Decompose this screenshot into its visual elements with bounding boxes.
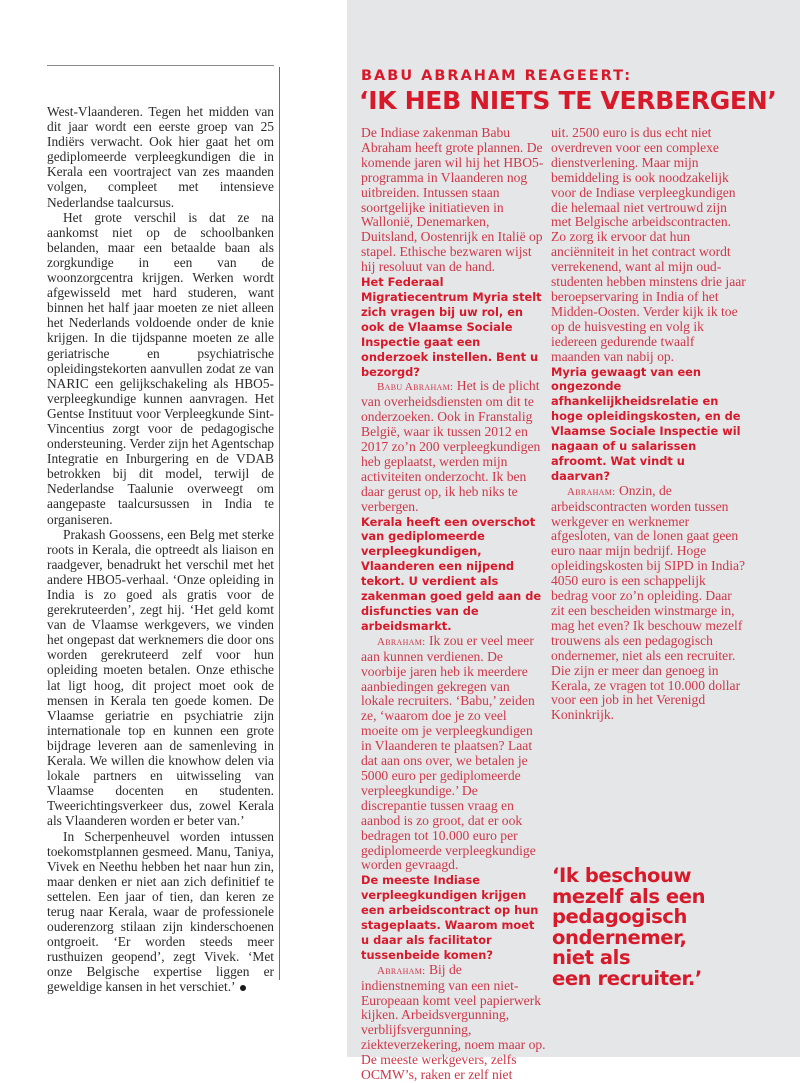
answer-text: Ik zou er veel meer aan kunnen verdienen. De voorbije jaren heb ik meerdere aanbiedingen gekregen van lokale recruiters. ‘Babu,’ zeiden ze, ‘waarom doe je zo veel moeite om je verpleegkundigen in Vlaanderen te plaatsen? Laat dat aan ons over, we betalen je 5000 euro per gediplomeerde verpleegkundige.’ De discrepantie tussen vraag en aanbod is zo groot, dat er ook bedragen tot 10.000 euro per gediplomeerde verpleegkundige worden gevraagd.: [361, 632, 536, 873]
pull-quote-line: ‘Ik beschouw: [552, 864, 692, 887]
pull-quote-line: niet als: [552, 946, 631, 969]
interview-intro: De Indiase zakenman Babu Abraham heeft grote plannen. De komende jaren wil hij het HBO5-programma in Vlaanderen nog uitbreiden. Intussen staan soortgelijke initiatieven in Wallonië, Denemarken, Duitsland, Oostenrijk en Italië op stapel. Ethische bezwaren wijst hij resoluut van de hand.: [361, 125, 544, 275]
article-paragraph: Prakash Goossens, een Belg met sterke roots in Kerala, die optreedt als liaison en raadgever, benadrukt het verschil met het andere HBO5-verhaal. ‘Onze opleiding in India is zo goed als gratis voor de gerekruteerden’, zegt hij. ‘Het geld komt van de Vlaamse werkgevers, we vinden het ongepast dat werknemers die door ons worden gerekruteerd zelf voor hun opleiding moeten betalen. Onze ethische lat ligt hoog, dit project moet ook de mensen in Kerala ten goede komen. De Vlaamse geriatrie en psychiatrie zijn internationale top en kunnen een grote bijdrage leveren aan de samenleving in Kerala. We willen die knowhow delen via lokale partners en uitwisseling van Vlaamse docenten en studenten. Tweerichtingsverkeer dus, zowel Kerala als Vlaanderen worden er beter van.’: [47, 526, 274, 829]
answer-text: Bij de indienstneming van een niet-Europeaan komt veel papierwerk kijken. Arbeidsvergunning, verblijfsvergunning, ziekteverzekering, noem maar op. De meeste werkgevers, zelfs OCMW’s, raken er zelf niet: [361, 961, 546, 1083]
answer-text: Onzin, de arbeidscontracten worden tussen werkgever en werknemer afgesloten, van de lonen gaat geen euro naar mijn bedrijf. Hoge opleidingskosten bij SIPD in India? 4050 euro is een schappelijk bedrag voor zo’n opleiding. Daar zit een bescheiden winstmarge in, mag het even? Ik beschouw mezelf trouwens als een pedagogisch ondernemer, niet als een recruiter. Die zijn er meer dan genoeg in Kerala, ze vragen tot 10.000 dollar voor een job in het Verenigd Koninkrijk.: [551, 482, 746, 723]
interview-question: Kerala heeft een overschot van gediplomeerde verpleegkundigen, Vlaanderen een nijpend tekort. U verdient als zakenman goed geld aan de disfuncties van de arbeidsmarkt.: [361, 514, 542, 633]
end-of-article-bullet-icon: [240, 985, 246, 991]
interview-answer: [361, 379, 546, 514]
speaker-label: Abraham:: [567, 485, 616, 498]
column-divider-rule: [279, 67, 280, 980]
interview-headline: ‘IK HEB NIETS TE VERBERGEN’: [359, 86, 777, 115]
article-paragraph-text: In Scherpenheuvel worden intussen toekomstplannen gesmeed. Manu, Taniya, Vivek en Neethu hebben het naar hun zin, maar denken er niet aan zich definitief te settelen. Een jaar of tien, dan keren ze terug naar Kerala, waar de professionele ouderenzorg stilaan zijn kinderschoenen ontgroeit. ‘Er worden steeds meer rusthuizen geopend’, zegt Vivek. ‘Met onze Belgische expertise liggen er geweldige kansen in het verschiet.’: [47, 828, 274, 995]
interview-answer: [551, 484, 746, 724]
pull-quote-line: een recruiter.’: [552, 966, 702, 990]
pull-quote-line: ondernemer,: [552, 925, 687, 949]
top-divider-rule: [47, 65, 274, 66]
interview-kicker: BABU ABRAHAM REAGEERT:: [361, 68, 633, 84]
interview-answer: [361, 963, 546, 1083]
interview-column-2: [551, 126, 746, 723]
interview-question: Myria gewaagt van een ongezonde afhankelijkheidsrelatie en hoge opleidingskosten, en de Vlaamse Sociale Inspectie wil nagaan of u salarissen afroomt. Wat vindt u daarvan?: [551, 364, 741, 483]
main-article-column: [47, 104, 274, 995]
interview-answer-continued: uit. 2500 euro is dus echt niet overdreven voor een complexe dienstverlening. Maar mijn bemiddeling is ook noodzakelijk voor de Indiase verpleegkundigen die helemaal niet vertrouwd zijn met Belgische arbeidscontracten. Zo zorg ik ervoor dat hun anciënniteit in het contract wordt verrekenend, want al mijn oud-studenten hebben minstens drie jaar beroepservaring in India of het Midden-Oosten. Verder kijk ik toe op de huisvesting en volg ik iedereen gedurende twaalf maanden van nabij op.: [551, 125, 746, 364]
article-paragraph: Het grote verschil is dat ze na aankomst niet op de schoolbanken belanden, maar een betaalde baan als zorgkundige in een van de woonzorgcentra krijgen. Werken wordt afgewisseld met hard studeren, want binnen het half jaar moeten ze niet alleen het Nederlands voldoende onder de knie krijgen. In die tijdspanne moeten ze alle geriatrische en psychiatrische opleidingstekorten aanvullen zodat ze van NARIC een gelijkschakeling als HBO5-verpleegkundige kunnen aanvragen. Het Gentse Instituut voor Verpleegkunde Sint-Vincentius zorgt voor de pedagogische ondersteuning. Verder zijn het Agentschap Integratie en Inburgering en de VDAB betrokken bij dit model, terwijl de Nederlandse Taalunie overweegt om aangepaste taalcursussen in India te organiseren.: [47, 209, 274, 527]
speaker-label: Abraham:: [377, 635, 426, 648]
speaker-label: Abraham:: [377, 964, 426, 977]
article-paragraph-last: [47, 829, 274, 995]
interview-answer: [361, 634, 546, 874]
answer-text: Het is de plicht van overheidsdiensten om dit te onderzoeken. Ook in Franstalig België, waar ik tussen 2012 en 2017 zo’n 200 verpleegkundigen heb geplaatst, werden mijn activiteiten onderzocht. Ik ben daar gerust op, ik heb niks te verbergen.: [361, 378, 541, 514]
interview-question: Het Federaal Migratiecentrum Myria stelt zich vragen bij uw rol, en ook de Vlaamse Sociale Inspectie gaat een onderzoek instellen. Bent u bezorgd?: [361, 275, 542, 379]
pull-quote: [552, 866, 752, 989]
pull-quote-line: mezelf als een: [552, 884, 706, 908]
interview-column-1: [361, 126, 546, 1083]
article-paragraph: West-Vlaanderen. Tegen het midden van dit jaar wordt een eerste groep van 25 Indiërs verwacht. Ook hier gaat het om gediplomeerde verpleegkundigen die in Kerala een voortraject van zes maanden volgen, compleet met intensieve Nederlandse taalcursus.: [47, 104, 274, 210]
speaker-label: Babu Abraham:: [377, 381, 454, 394]
pull-quote-line: pedagogisch: [552, 905, 687, 928]
interview-question: De meeste Indiase verpleegkundigen krijgen een arbeidscontract op hun stageplaats. Waarom moet u daar als facilitator tussenbeide komen?: [361, 873, 539, 962]
